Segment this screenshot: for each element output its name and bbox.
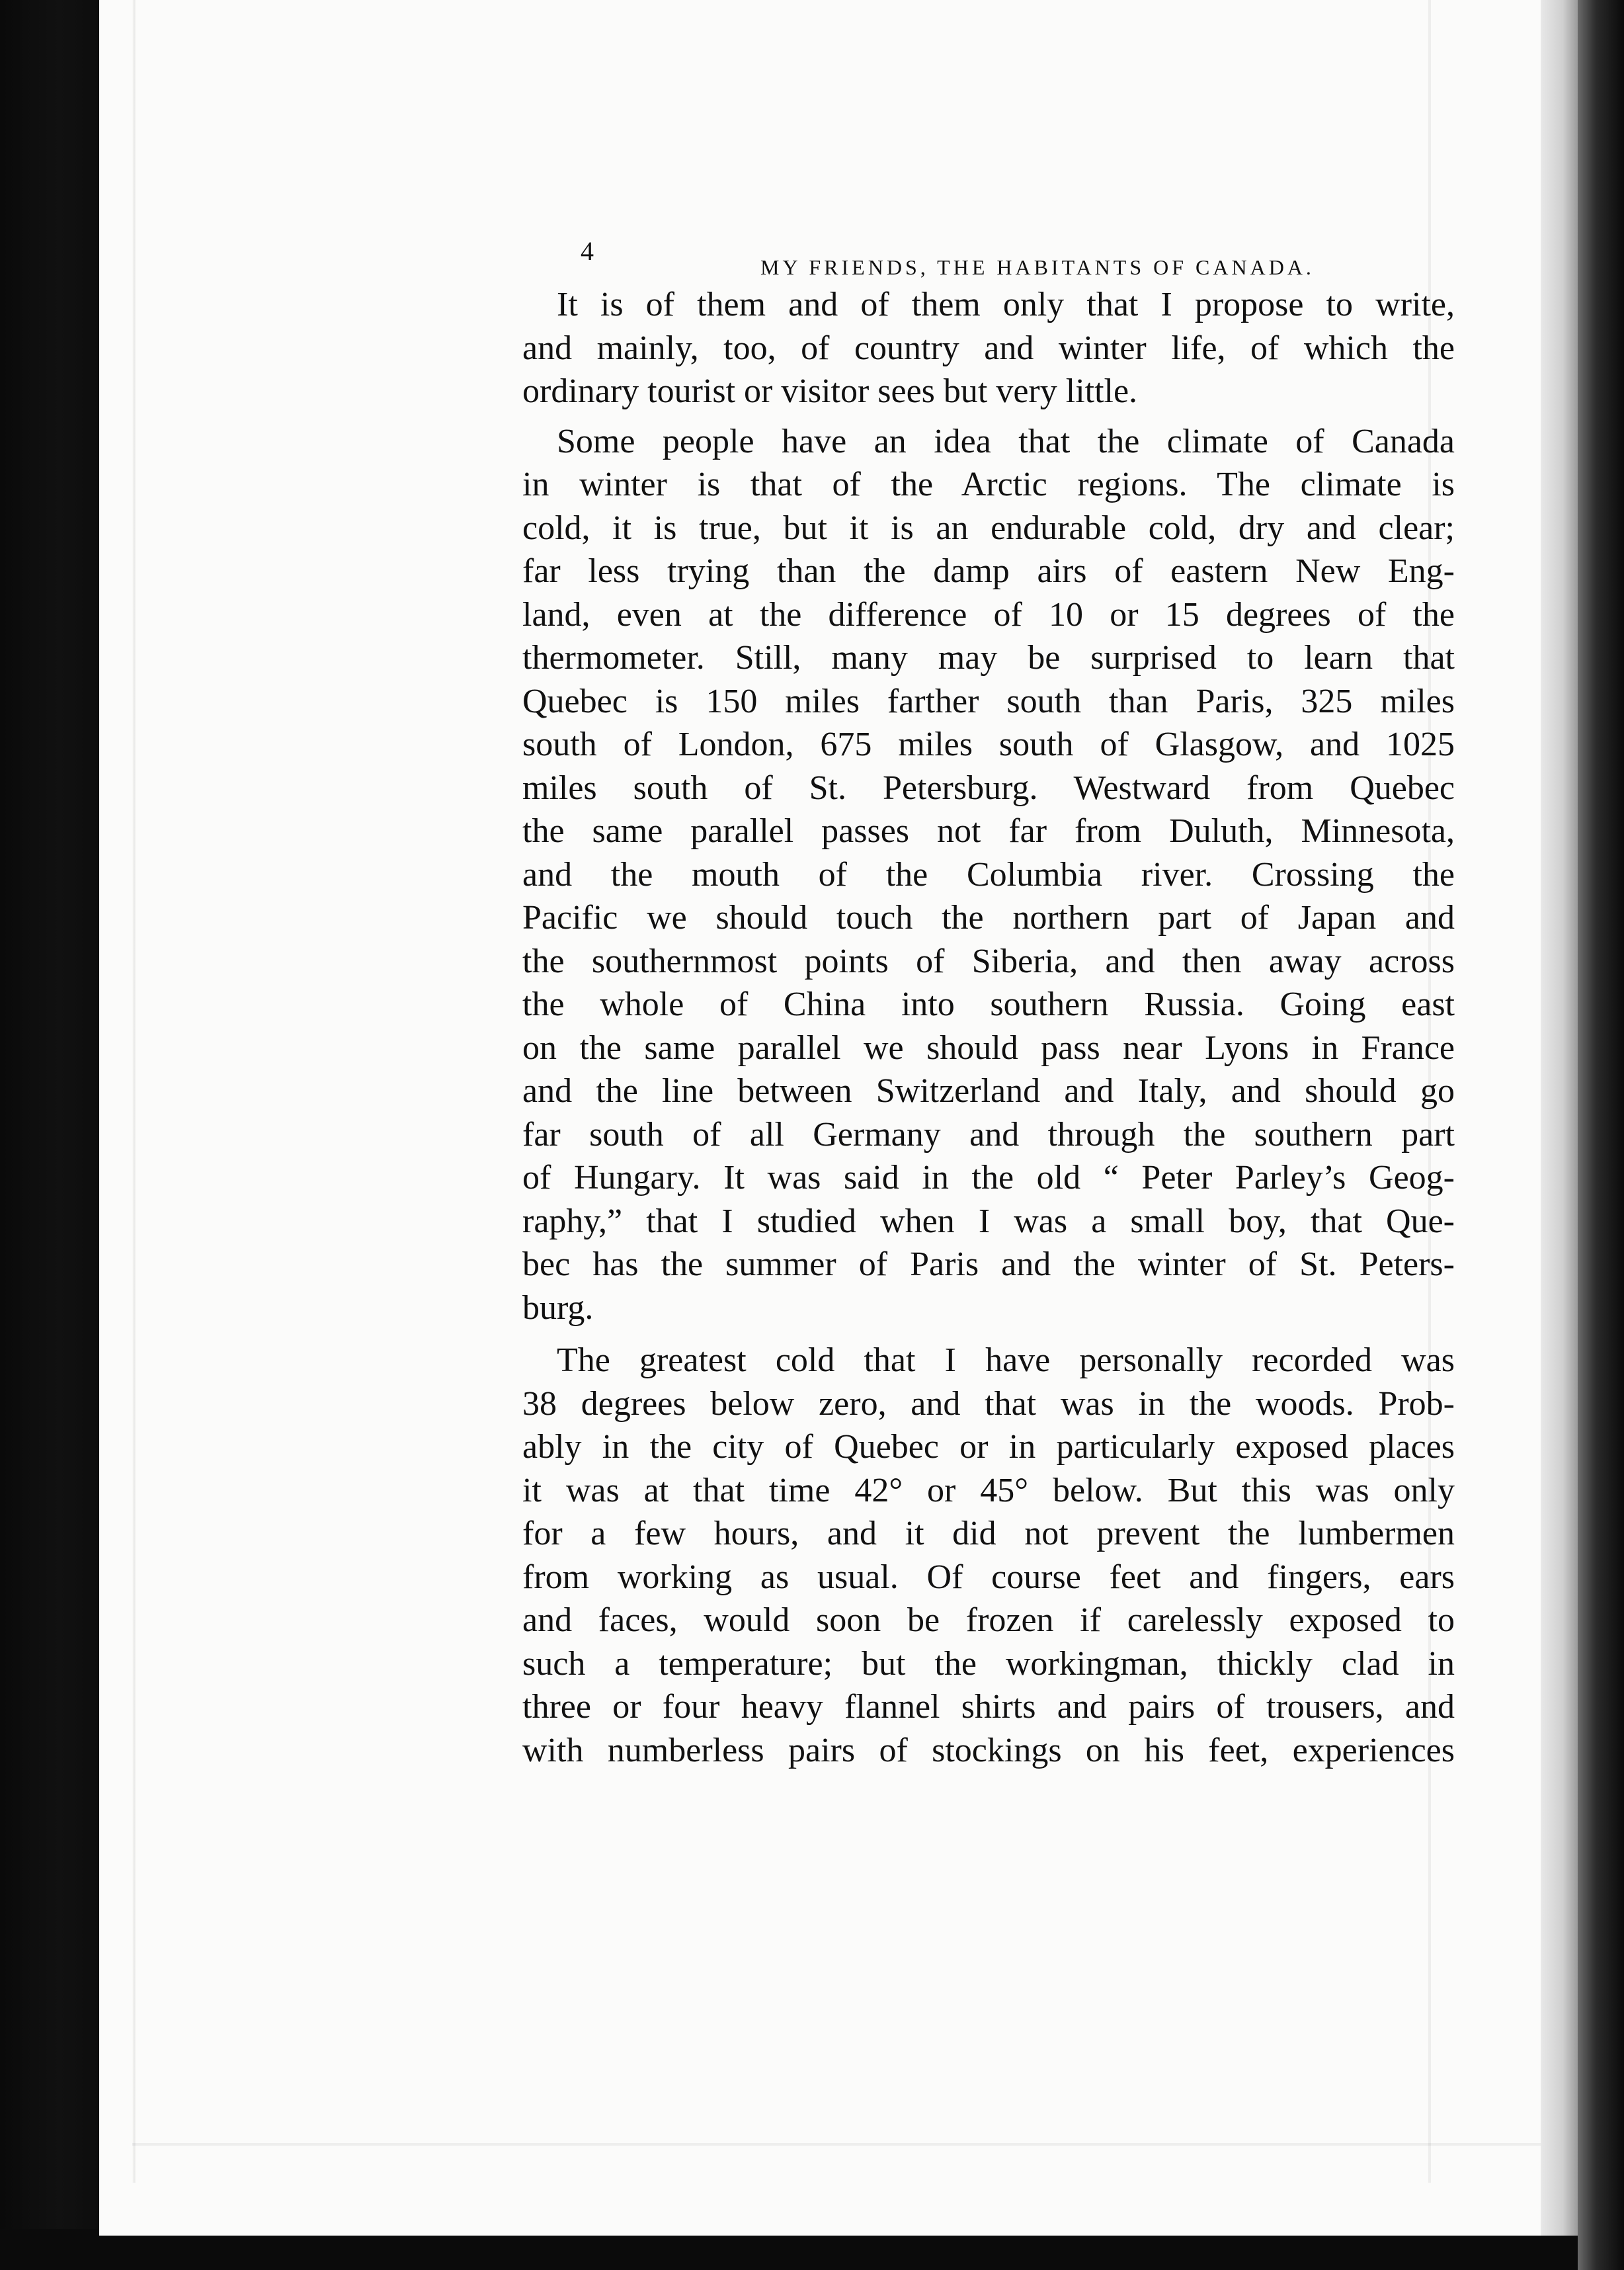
text-line: 38 degrees below zero, and that was in the woods. Prob-	[522, 1384, 1455, 1423]
text-line: it was at that time 42° or 45° below. But this was only	[522, 1471, 1455, 1509]
text-line: south of London, 675 miles south of Glasgow, and 1025	[522, 726, 1455, 763]
text-line: the same parallel passes not far from Duluth, Minnesota,	[522, 812, 1455, 850]
text-line: such a temperature; but the workingman, thickly clad in	[522, 1644, 1455, 1683]
text-line: cold, it is true, but it is an endurable cold, dry and clear;	[522, 509, 1455, 547]
text-line: and faces, would soon be frozen if carelessly exposed to	[522, 1601, 1455, 1639]
text-line: in winter is that of the Arctic regions. The climate is	[522, 466, 1455, 503]
page-gutter-shadow	[1541, 0, 1578, 2236]
paragraph-3	[522, 1339, 1455, 1772]
text-line: Quebec is 150 miles farther south than Paris, 325 miles	[522, 682, 1455, 720]
page-fold-line	[132, 0, 136, 2183]
text-line: thermometer. Still, many may be surprised to learn that	[522, 639, 1455, 677]
text-line: the southernmost points of Siberia, and then away across	[522, 942, 1455, 980]
text-line: on the same parallel we should pass near Lyons in France	[522, 1029, 1455, 1067]
text-line: with numberless pairs of stockings on his feet, experiences	[522, 1731, 1455, 1769]
text-line: ably in the city of Quebec or in particularly exposed places	[522, 1428, 1455, 1466]
text-line: for a few hours, and it did not prevent the lumbermen	[522, 1515, 1455, 1552]
text-line: from working as usual. Of course feet and fingers, ears	[522, 1558, 1455, 1596]
text-line: land, even at the difference of 10 or 15 degrees of the	[522, 595, 1455, 634]
text-line: It is of them and of them only that I propose to write,	[557, 286, 1455, 323]
scan-left-edge	[0, 0, 99, 2270]
text-line: and the line between Switzerland and Italy, and should go	[522, 1072, 1455, 1110]
running-title: MY FRIENDS, THE HABITANTS OF CANADA.	[760, 255, 1315, 279]
text-line: Some people have an idea that the climate of Canada	[557, 422, 1455, 460]
text-line: and the mouth of the Columbia river. Crossing the	[522, 855, 1455, 894]
text-line: and mainly, too, of country and winter life, of which the	[522, 329, 1455, 367]
text-line: miles south of St. Petersburg. Westward from Quebec	[522, 769, 1455, 807]
text-line: raphy,” that I studied when I was a small boy, that Que-	[522, 1202, 1455, 1240]
text-line: Pacific we should touch the northern part of Japan and	[522, 899, 1455, 937]
text-line: far less trying than the damp airs of eastern New Eng-	[522, 552, 1455, 590]
paragraph-1	[522, 283, 1455, 413]
text-line: of Hungary. It was said in the old “ Peter Parley’s Geog-	[522, 1159, 1455, 1197]
text-line: the whole of China into southern Russia. Going east	[522, 986, 1455, 1023]
text-line: burg.	[522, 1288, 594, 1327]
scan-right-edge	[1578, 0, 1624, 2270]
text-line: bec has the summer of Paris and the winter of St. Peters-	[522, 1245, 1455, 1283]
text-line: far south of all Germany and through the southern part	[522, 1115, 1455, 1154]
text-line: The greatest cold that I have personally recorded was	[557, 1341, 1455, 1379]
page-header	[522, 218, 1455, 278]
page-fold-line-bottom	[132, 2143, 1541, 2146]
page-text-block	[522, 218, 1455, 1772]
paragraph-2	[522, 420, 1455, 1330]
text-line: ordinary tourist or visitor sees but very little.	[522, 372, 1138, 410]
text-line: three or four heavy flannel shirts and pairs of trousers, and	[522, 1688, 1455, 1726]
page-number: 4	[581, 236, 594, 266]
